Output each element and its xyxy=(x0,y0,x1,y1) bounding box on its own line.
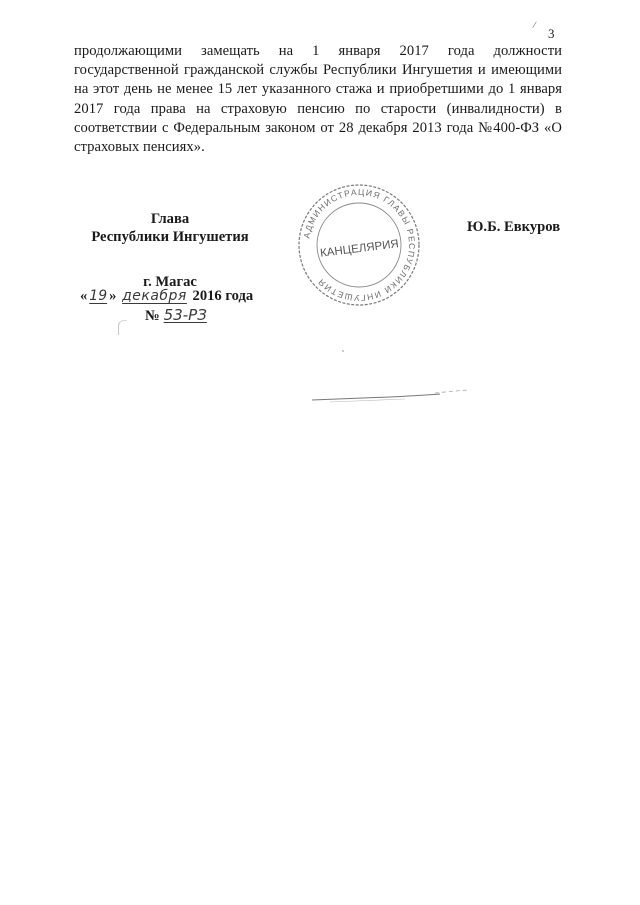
date-month-handwritten: декабря xyxy=(122,288,187,304)
date-open-quote: « xyxy=(80,288,88,304)
signatory-title-line1: Глава xyxy=(150,211,190,227)
office-stamp xyxy=(294,180,424,310)
law-number-prefix: № xyxy=(145,308,160,324)
law-number xyxy=(145,306,207,325)
page-number: 3 xyxy=(548,26,555,41)
signature-stroke xyxy=(310,378,470,408)
signatory-title xyxy=(70,210,270,246)
stamp-ring-text: АДМИНИСТРАЦИЯ ГЛАВЫ РЕСПУБЛИКИ ИНГУШЕТИЯ xyxy=(301,186,418,304)
body-paragraph: продолжающими замещать на 1 января 2017 года должности государственной гражданской службы Республики Ингушетия и имеющими на этот день не менее 15 лет указанного стажа и приобретшими до 1 января 2017 года права на страховую пенсию по старости (инвалидности) в соответствии с Федеральным законом от 28 декабря 2013 года №400-ФЗ «О страховых пенсиях». xyxy=(74,43,562,156)
signer-name: Ю.Б. Евкуров xyxy=(467,219,561,235)
faint-pen-mark xyxy=(118,320,127,335)
stamp-center-text: КАНЦЕЛЯРИЯ xyxy=(319,238,400,260)
date-close-quote: » xyxy=(109,288,117,304)
date-year: 2016 года xyxy=(192,288,254,304)
law-number-handwritten: 53-РЗ xyxy=(163,306,207,324)
place-of-signing: г. Магас xyxy=(143,274,197,290)
signatory-title-line2: Республики Ингушетия xyxy=(91,229,249,245)
corner-handwritten-mark: / xyxy=(531,19,537,32)
date-day-handwritten: 19 xyxy=(89,288,108,304)
faint-dot-mark xyxy=(342,350,344,352)
signing-date xyxy=(80,288,253,305)
